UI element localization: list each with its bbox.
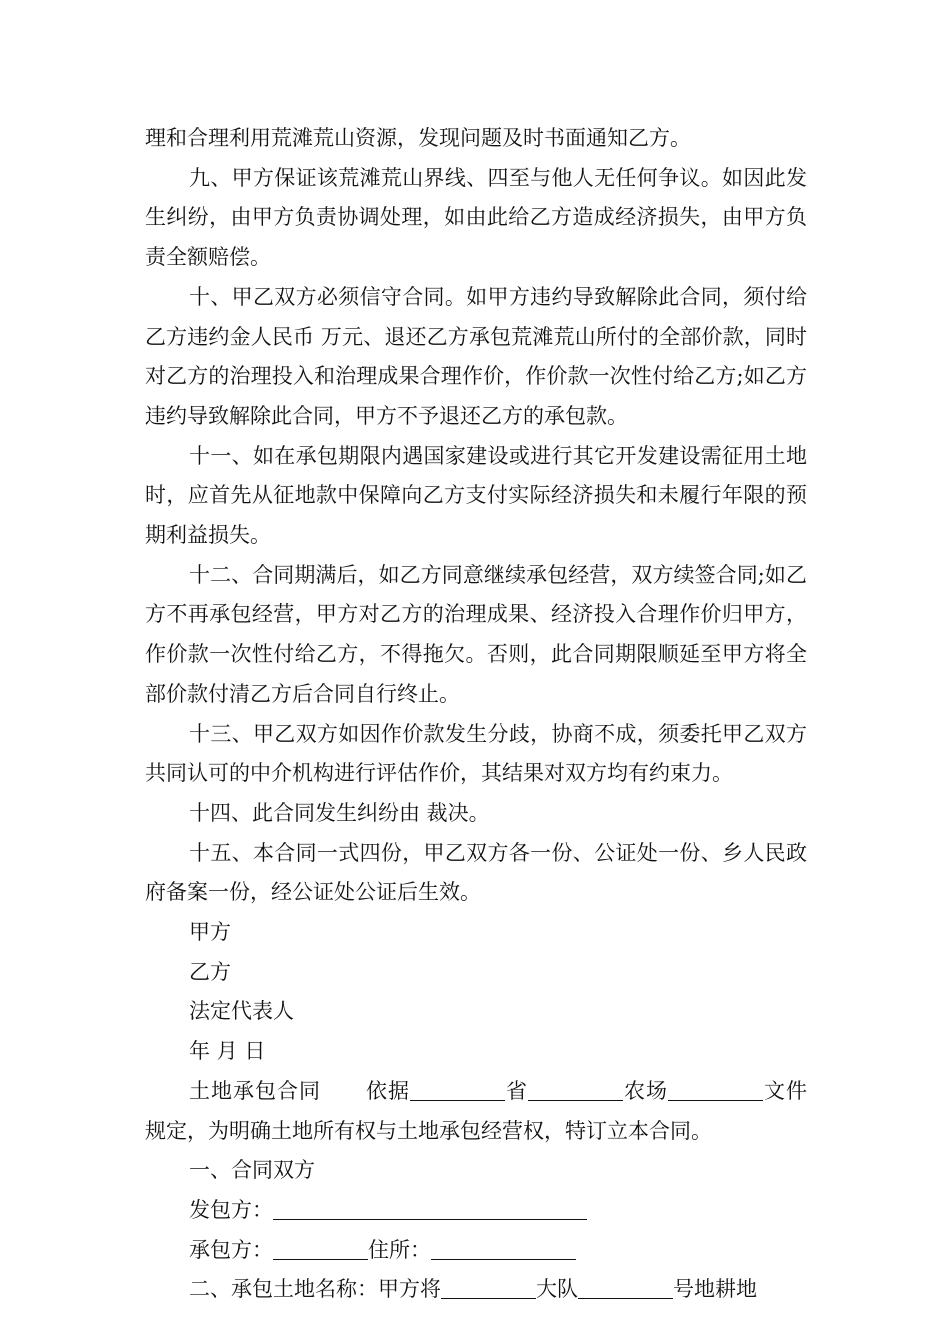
paragraph-8-continued: 理和合理利用荒滩荒山资源，发现问题及时书面通知乙方。: [145, 126, 691, 150]
contract2-title: 土地承包合同: [189, 1078, 321, 1103]
clause-10: 十、甲乙双方必须信守合同。如甲方违约导致解除此合同，须付给乙方违约金人民币 万元、退还乙方承包荒滩荒山所付的全部价款，同时对乙方的治理投入和治理成果合理作价，作价款一次性付给乙方;如乙方违约导致解除此合同，甲方不予退还乙方的承包款。: [145, 284, 807, 428]
clause-15: 十五、本合同一式四份，甲乙双方各一份、公证处一份、乡人民政府备案一份，经公证处公证后生效。: [145, 840, 807, 905]
contractor-line: [145, 1231, 807, 1271]
signature-date: 年 月 日: [189, 1039, 266, 1064]
contractor-label: 承包方：: [189, 1237, 273, 1262]
clause-11: 十一、如在承包期限内遇国家建设或进行其它开发建设需征用土地时，应首先从征地款中保障向乙方支付实际经济损失和未履行年限的预期利益损失。: [145, 443, 807, 548]
doc-prefix: 文: [763, 1078, 786, 1103]
blank-contractor: [273, 1238, 368, 1260]
issuer-label: 发包方：: [189, 1197, 273, 1222]
blank-brigade: [441, 1277, 536, 1299]
clause-9: 九、甲方保证该荒滩荒山界线、四至与他人无任何争议。如因此发生纠纷，由甲方负责协调处理，如由此给乙方造成经济损失，由甲方负责全额赔偿。: [145, 165, 807, 270]
farm-label: 农场: [623, 1078, 668, 1103]
contract2-intro: [145, 1072, 807, 1151]
basis-label: 依据: [365, 1078, 410, 1103]
blank-farm: [668, 1079, 763, 1101]
blank-province: [528, 1079, 623, 1101]
clause-12: 十二、合同期满后，如乙方同意继续承包经营，双方续签合同;如乙方不再承包经营，甲方对乙方的治理成果、经济投入合理作价归甲方，作价款一次性付给乙方，不得拖欠。否则，此合同期限顺延至甲方将全部价款付清乙方后合同自行终止。: [145, 562, 807, 706]
blank-issuer: [273, 1198, 587, 1220]
party-a-signature: 甲方: [189, 920, 231, 945]
clause-14: 十四、此合同发生纠纷由 裁决。: [189, 800, 490, 825]
party-b-signature: 乙方: [189, 959, 231, 984]
legal-representative: 法定代表人: [189, 999, 294, 1024]
blank-plot: [578, 1277, 673, 1299]
blank-address: [431, 1238, 576, 1260]
section-2-line: [145, 1270, 807, 1310]
document-body: [145, 119, 807, 1310]
clause-13: 十三、甲乙双方如因作价款发生分歧，协商不成，须委托甲乙双方共同认可的中介机构进行评估作价，其结果对双方均有约束力。: [145, 721, 807, 786]
section-2-prefix: 二、承包土地名称：甲方将: [189, 1277, 441, 1302]
issuer-line: [145, 1191, 807, 1231]
section-1-heading: 一、合同双方: [189, 1158, 315, 1183]
address-label: 住所：: [368, 1237, 431, 1262]
province-label: 省: [505, 1078, 528, 1103]
doc-rest: 件规定，为明确土地所有权与土地承包经营权，特订立本合同。: [145, 1078, 807, 1143]
plot-label: 号地耕地: [673, 1277, 757, 1302]
brigade-label: 大队: [536, 1277, 578, 1302]
blank-basis: [410, 1079, 505, 1101]
